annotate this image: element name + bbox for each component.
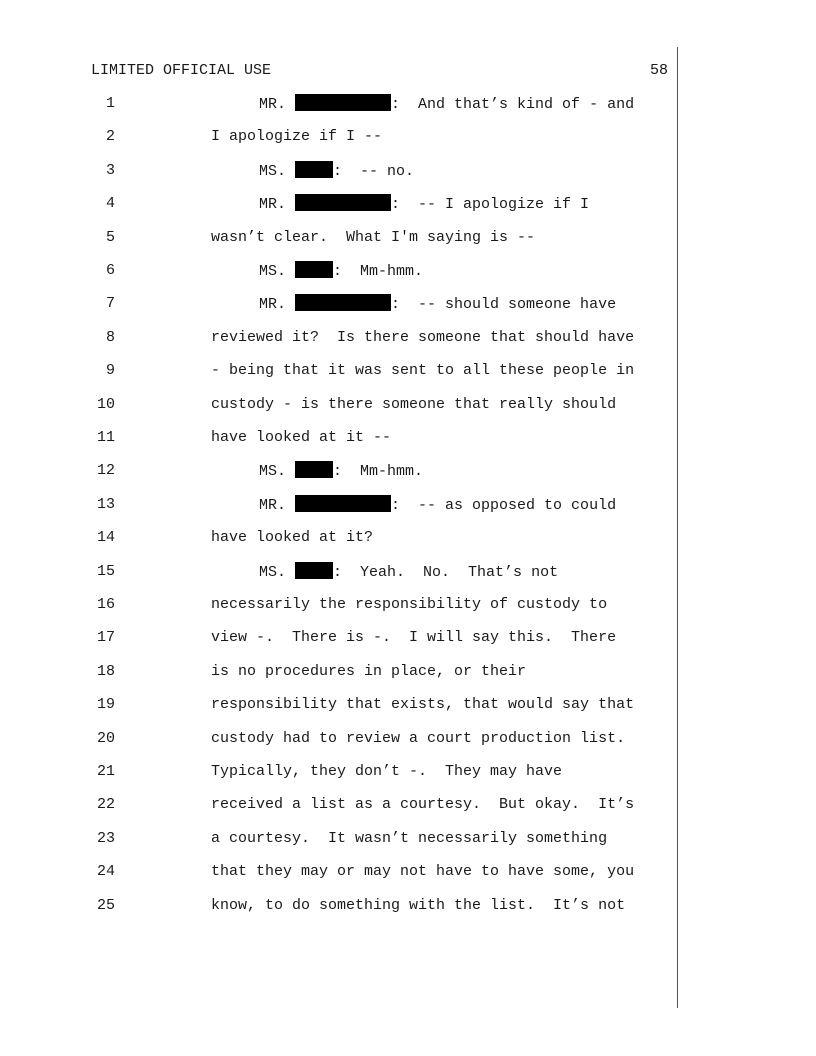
- speaker-line: [259, 194, 589, 215]
- transcript-line: [0, 194, 816, 227]
- speech-text: : And that’s kind of - and: [391, 96, 635, 113]
- line-number: 13: [96, 495, 115, 513]
- speaker-line: [259, 261, 423, 282]
- continuation-text: a courtesy. It wasn’t necessarily something: [211, 829, 608, 847]
- line-number: 25: [96, 896, 115, 914]
- transcript-line: [0, 461, 816, 494]
- transcript-line: [0, 662, 816, 695]
- line-number: 15: [96, 562, 115, 580]
- line-number: 8: [105, 328, 115, 346]
- speaker-line: [259, 495, 616, 516]
- line-number: 9: [105, 362, 115, 380]
- continuation-text: is no procedures in place, or their: [211, 662, 527, 680]
- transcript-line: [0, 428, 816, 461]
- speaker-title: MS.: [259, 463, 287, 481]
- speech-text: : -- should someone have: [391, 296, 617, 314]
- line-number: 3: [105, 161, 115, 179]
- line-number: 18: [96, 662, 115, 680]
- speech-text: : -- no.: [333, 162, 415, 180]
- continuation-text: I apologize if I --: [211, 128, 383, 146]
- redacted-name: [295, 94, 391, 111]
- classification-header: LIMITED OFFICIAL USE: [91, 62, 272, 79]
- continuation-text: responsibility that exists, that would say that: [211, 696, 635, 714]
- redacted-name: [295, 495, 391, 512]
- speaker-line: [259, 562, 558, 583]
- speaker-title: MR.: [259, 96, 287, 113]
- continuation-text: that they may or may not have to have some, you: [211, 863, 635, 881]
- transcript-line: [0, 695, 816, 728]
- redacted-name: [295, 261, 333, 278]
- speaker-line: [259, 294, 616, 315]
- speaker-title: MS.: [259, 563, 287, 581]
- continuation-text: received a list as a courtesy. But okay. It’s: [211, 796, 635, 814]
- line-number: 5: [105, 228, 115, 246]
- line-number: 1: [105, 95, 115, 112]
- line-number: 23: [96, 829, 115, 847]
- line-number: 14: [96, 529, 115, 547]
- transcript-line: [0, 228, 816, 261]
- continuation-text: have looked at it --: [211, 429, 392, 446]
- line-number: 24: [96, 863, 115, 881]
- speaker-line: [259, 94, 634, 115]
- transcript-line: [0, 294, 816, 327]
- transcript-line: [0, 261, 816, 294]
- line-number: 2: [105, 128, 115, 146]
- transcript-line: [0, 328, 816, 361]
- continuation-text: - being that it was sent to all these people in: [211, 362, 635, 380]
- line-number: 7: [105, 295, 115, 313]
- line-number: 16: [96, 596, 115, 613]
- redacted-name: [295, 294, 391, 311]
- speech-text: : -- I apologize if I: [391, 196, 590, 214]
- speaker-title: MR.: [259, 296, 287, 314]
- transcript-line: [0, 628, 816, 661]
- speech-text: : Mm-hmm.: [333, 263, 424, 280]
- speech-text: : -- as opposed to could: [391, 496, 617, 514]
- transcript-line: [0, 361, 816, 394]
- redacted-name: [295, 194, 391, 211]
- transcript-line: [0, 495, 816, 528]
- line-number: 11: [96, 429, 115, 446]
- line-number: 20: [96, 729, 115, 747]
- continuation-text: know, to do something with the list. It’s not: [211, 896, 626, 914]
- line-number: 12: [96, 462, 115, 480]
- transcript-line: [0, 862, 816, 895]
- transcript-line: [0, 528, 816, 561]
- page-number: 58: [649, 62, 668, 79]
- transcript-line: [0, 127, 816, 160]
- continuation-text: custody - is there someone that really should: [211, 395, 617, 413]
- transcript-line: [0, 829, 816, 862]
- redacted-name: [295, 461, 333, 478]
- transcript-line: [0, 595, 816, 628]
- speech-text: : Yeah. No. That’s not: [333, 563, 559, 581]
- transcript-line: [0, 896, 816, 929]
- transcript-line: [0, 562, 816, 595]
- line-number: 17: [96, 629, 115, 647]
- speaker-title: MR.: [259, 196, 287, 214]
- continuation-text: Typically, they don’t -. They may have: [211, 763, 563, 780]
- transcript-line: [0, 395, 816, 428]
- continuation-text: reviewed it? Is there someone that should have: [211, 328, 635, 346]
- continuation-text: necessarily the responsibility of custody to: [211, 596, 608, 613]
- line-number: 4: [105, 195, 115, 213]
- transcript-line: [0, 795, 816, 828]
- continuation-text: have looked at it?: [211, 529, 374, 547]
- speaker-title: MS.: [259, 263, 287, 280]
- line-number: 10: [96, 395, 115, 413]
- speaker-line: [259, 161, 414, 182]
- transcript-line: [0, 762, 816, 795]
- transcript-line: [0, 729, 816, 762]
- transcript-line: [0, 94, 816, 127]
- speaker-title: MS.: [259, 162, 287, 180]
- speech-text: : Mm-hmm.: [333, 463, 424, 481]
- redacted-name: [295, 161, 333, 178]
- speaker-title: MR.: [259, 496, 287, 514]
- continuation-text: custody had to review a court production list.: [211, 729, 626, 747]
- line-number: 19: [96, 696, 115, 714]
- line-number: 22: [96, 796, 115, 814]
- redacted-name: [295, 562, 333, 579]
- transcript-line: [0, 161, 816, 194]
- line-number: 21: [96, 763, 115, 780]
- speaker-line: [259, 461, 423, 482]
- continuation-text: wasn’t clear. What I'm saying is --: [211, 228, 536, 246]
- line-number: 6: [105, 262, 115, 279]
- continuation-text: view -. There is -. I will say this. There: [211, 629, 617, 647]
